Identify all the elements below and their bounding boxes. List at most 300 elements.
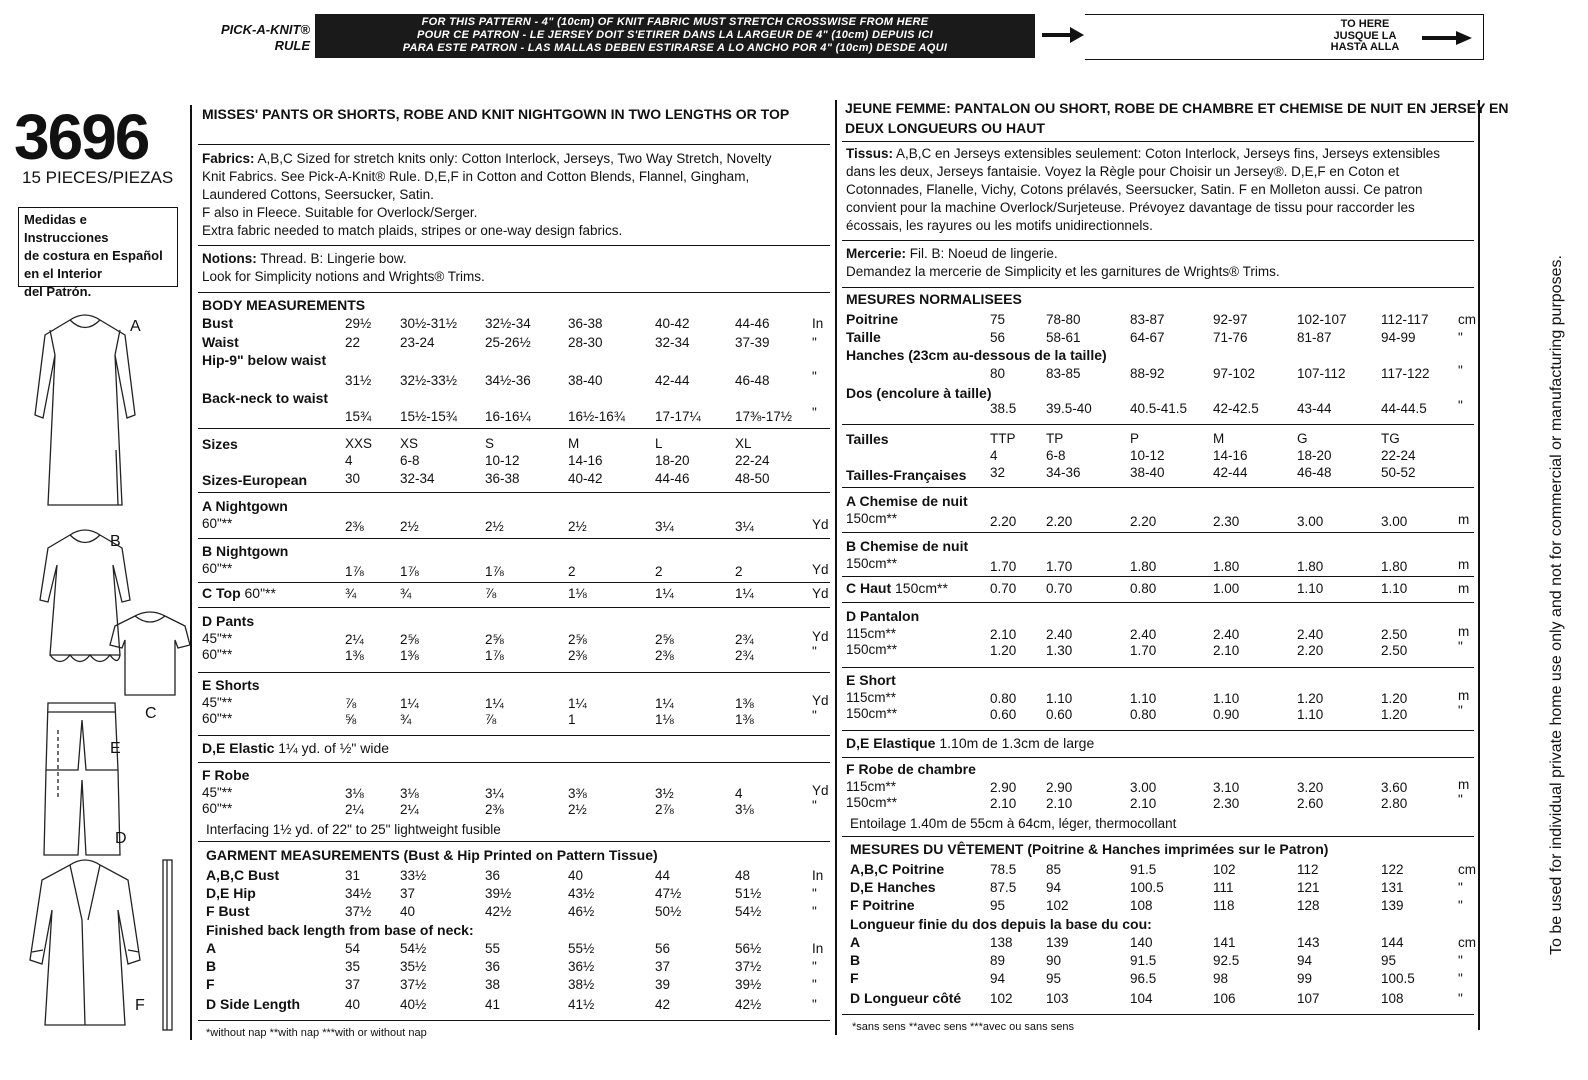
taille-number: 18-20	[1297, 448, 1332, 463]
divider	[842, 836, 1474, 837]
f-robe-row-width: 45"**	[202, 785, 233, 800]
garment-hip-row-value: 43½	[568, 886, 595, 901]
hip-row-label: Hip-9" below waist	[202, 352, 327, 368]
tailles-fr-label: Tailles-Françaises	[846, 467, 967, 483]
garment-fbust-row-unit: "	[812, 904, 817, 919]
d-pants-row-value: 2⅝	[655, 632, 674, 647]
garment-poitrine-row-value: 78.5	[990, 862, 1017, 877]
f-robe-chambre-row-value: 2.90	[1046, 780, 1073, 795]
notions-line	[202, 250, 407, 268]
f-robe-row-label: F Robe	[202, 767, 250, 783]
c-top-row-value: 1¼	[655, 586, 674, 601]
e-shorts-row-unit: Yd	[812, 693, 829, 708]
f-robe-chambre-row-value: 3.00	[1130, 780, 1157, 795]
longueur-cote-row-unit: "	[1458, 991, 1463, 1006]
finished-a-row-value: 54½	[400, 941, 427, 956]
b-chemise-row-value: 1.70	[1046, 559, 1073, 574]
e-short-row-width: 115cm**	[846, 690, 897, 705]
sizes-eu-row-value: 40-42	[568, 471, 603, 486]
size-number: 6-8	[400, 453, 420, 468]
d-pantalon-row-value: 1.20	[990, 643, 1017, 658]
f-robe-row-value: 2⅞	[655, 802, 674, 817]
e-shorts-row-width: 45"**	[202, 695, 233, 710]
f-robe-row-value: 3⅜	[568, 786, 587, 801]
d-pantalon-row-value: 2.40	[1297, 627, 1324, 642]
sizes-eu-label: Sizes-European	[202, 472, 308, 488]
size-code: XL	[735, 436, 752, 451]
size-code: XXS	[345, 436, 373, 451]
d-pants-row-value: 2¾	[735, 648, 754, 663]
back-row-value: 17-17¼	[655, 409, 701, 424]
tissus-line: dans les deux, Jerseys fantaisie. Voyez la Règle pour Choisir un Jersey®. D,E,F en Coton et	[846, 164, 1400, 179]
b-nightgown-row-value: 2	[568, 564, 576, 579]
c-top-row-value: ¾	[345, 586, 357, 601]
garment-hip-row-unit: "	[812, 886, 817, 901]
garment-poitrine-row-value: 122	[1381, 862, 1404, 877]
finished-b-row-value: 36	[485, 959, 501, 974]
e-short-row-value: 1.10	[1213, 691, 1240, 706]
divider	[198, 735, 830, 736]
hanches-row-value: 80	[990, 366, 1006, 381]
french-title-line1: JEUNE FEMME: PANTALON OU SHORT, ROBE DE CHAMBRE ET CHEMISE DE NUIT EN JERSEY EN	[845, 100, 1509, 116]
view-f-belt-drawing	[163, 860, 172, 1030]
b-chemise-row-label: B Chemise de nuit	[846, 538, 969, 554]
a-chemise-row-value: 2.20	[990, 514, 1017, 529]
divider	[842, 602, 1474, 603]
garment-fbust-row-label: F Bust	[206, 903, 250, 919]
c-haut-row-value: 1.10	[1297, 581, 1324, 596]
a-nightgown-row-value: 3¼	[735, 519, 754, 534]
size-number: 10-12	[485, 453, 520, 468]
d-pants-row-value: 1⅜	[400, 648, 419, 663]
hanches-row-label: Hanches (23cm au-dessous de la taille)	[846, 347, 1107, 363]
f-robe-chambre-row-value: 3.20	[1297, 780, 1324, 795]
tissus-line	[846, 145, 1440, 163]
view-c-top-drawing	[110, 612, 190, 695]
dos-row-value: 43-44	[1297, 401, 1332, 416]
garment-bust-row-unit: In	[812, 868, 824, 883]
poitrine-row-value: 75	[990, 312, 1006, 327]
b-nightgown-row-width: 60"**	[202, 561, 233, 576]
finished-f-row-value: 37	[345, 977, 361, 992]
a-chemise-row-value: 3.00	[1297, 514, 1324, 529]
finished-f-row-unit: "	[812, 977, 817, 992]
e-short-row-value: 1.20	[1381, 707, 1408, 722]
d-pants-row-value: 2⅜	[568, 648, 587, 663]
divider	[842, 287, 1474, 288]
poitrine-row-label: Poitrine	[846, 311, 899, 327]
side-length-row-label: D Side Length	[206, 996, 301, 1012]
hip-row-value: 42-44	[655, 373, 690, 388]
garment-hanches-row-value: 121	[1297, 880, 1320, 895]
garment-fbust-row-value: 40	[400, 904, 416, 919]
finished-a-row-unit: In	[812, 941, 824, 956]
garment-hip-row-value: 47½	[655, 886, 682, 901]
e-shorts-row-label: E Shorts	[202, 677, 260, 693]
a-chemise-row-value: 2.30	[1213, 514, 1240, 529]
back-row-value: 15¾	[345, 409, 372, 424]
e-short-row-value: 0.90	[1213, 707, 1240, 722]
e-shorts-row-value: 1⅜	[735, 696, 754, 711]
finished-b-row-value: 35	[345, 959, 361, 974]
f-robe-chambre-row-value: 2.10	[1046, 796, 1073, 811]
waist-row-unit: "	[812, 335, 817, 350]
band-line-en: FOR THIS PATTERN - 4" (10cm) OF KNIT FABRIC MUST STRETCH CROSSWISE FROM HERE	[421, 16, 929, 28]
c-top-row-value: ¾	[400, 586, 412, 601]
end-line-es: HASTA ALLA	[1330, 41, 1400, 53]
elastique-text: 1.10m de 1.3cm de large	[935, 735, 1095, 751]
garment-fpoitrine-row-value: 102	[1046, 898, 1069, 913]
d-pants-row-value: 1⅞	[485, 648, 504, 663]
poitrine-row-value: 78-80	[1046, 312, 1081, 327]
divider	[842, 240, 1474, 241]
d-pants-row-unit: Yd	[812, 629, 829, 644]
size-code: L	[655, 436, 663, 451]
a-nightgown-row-value: 2½	[400, 519, 419, 534]
waist-row-value: 32-34	[655, 335, 690, 350]
taille-code: TP	[1046, 431, 1064, 446]
divider	[198, 292, 830, 293]
garment-bust-row-value: 48	[735, 868, 751, 883]
divider	[842, 576, 1474, 577]
e-short-row-value: 1.20	[1381, 691, 1408, 706]
c-top-row-width: 60"**	[240, 585, 276, 601]
f-robe-row-value: 2¼	[345, 802, 364, 817]
e-short-row-value: 1.10	[1046, 691, 1073, 706]
notions-label: Notions:	[202, 251, 257, 266]
bust-row-value: 32½-34	[485, 316, 531, 331]
d-pants-row-unit: "	[812, 644, 817, 659]
d-pantalon-row-unit: m	[1458, 624, 1470, 639]
c-haut-row-value: 0.80	[1130, 581, 1157, 596]
finished-f-row-value: 96.5	[1130, 971, 1157, 986]
back-row-value: 15½-15¾	[400, 409, 458, 424]
fabrics-line: Knit Fabrics. See Pick-A-Knit® Rule. D,E,F in Cotton and Cotton Blends, Flannel, Gingham,	[202, 169, 750, 184]
finished-b-row-value: 91.5	[1130, 953, 1157, 968]
finished-f-row-unit: "	[1458, 971, 1463, 986]
fabrics-line: Extra fabric needed to match plaids, stripes or one-way design fabrics.	[202, 223, 623, 238]
garment-hip-row-value: 51½	[735, 886, 762, 901]
d-pantalon-row-value: 2.40	[1130, 627, 1157, 642]
taille-row-unit: "	[1458, 330, 1463, 345]
c-haut-row-unit: m	[1458, 581, 1470, 596]
d-pants-row-value: 2⅝	[400, 632, 419, 647]
hip-row-value: 32½-33½	[400, 373, 458, 388]
garment-fpoitrine-row-value: 139	[1381, 898, 1404, 913]
back-row-value: 16½-16¾	[568, 409, 626, 424]
view-letter-a: A	[130, 318, 141, 335]
bust-row-value: 44-46	[735, 316, 770, 331]
d-pants-row-value: 1⅜	[345, 648, 364, 663]
back-row-value: 17⅜-17½	[735, 409, 793, 424]
garment-fbust-row-value: 37½	[345, 904, 372, 919]
right-arrow-icon	[1040, 24, 1086, 46]
longueur-cote-row-value: 107	[1297, 991, 1320, 1006]
taille-code: TTP	[990, 431, 1016, 446]
garment-bust-row-value: 40	[568, 868, 584, 883]
f-robe-chambre-row-value: 2.10	[990, 796, 1017, 811]
f-robe-row-value: 2⅜	[485, 802, 504, 817]
c-haut-row-width: 150cm**	[891, 580, 948, 596]
f-robe-row-value: 4	[735, 786, 743, 801]
tailles-fr-row-value: 34-36	[1046, 465, 1081, 480]
e-shorts-row-value: 1⅛	[655, 712, 674, 727]
d-pants-row-label: D Pants	[202, 613, 255, 629]
c-top-row-value: 1¼	[735, 586, 754, 601]
a-chemise-row-value: 2.20	[1046, 514, 1073, 529]
size-code: XS	[400, 436, 419, 451]
d-pantalon-row-value: 1.30	[1046, 643, 1073, 658]
finished-a-row-value: 144	[1381, 935, 1404, 950]
waist-row-value: 25-26½	[485, 335, 531, 350]
finished-a-row-value: 56½	[735, 941, 762, 956]
e-short-row-value: 0.80	[990, 691, 1017, 706]
b-nightgown-row-value: 2	[735, 564, 743, 579]
bust-row-value: 36-38	[568, 316, 603, 331]
finished-a-row-value: 143	[1297, 935, 1320, 950]
garment-hanches-row-value: 100.5	[1130, 880, 1164, 895]
b-nightgown-row-unit: Yd	[812, 562, 829, 577]
garment-fpoitrine-row-unit: "	[1458, 898, 1463, 913]
french-title-line2: DEUX LONGUEURS OU HAUT	[845, 120, 1045, 136]
pick-a-knit-label-line2: RULE	[274, 38, 310, 53]
f-robe-chambre-row-label: F Robe de chambre	[846, 761, 976, 777]
finished-f-row-value: 99	[1297, 971, 1313, 986]
taille-row-value: 56	[990, 330, 1006, 345]
size-code: S	[485, 436, 495, 451]
taille-code: TG	[1381, 431, 1400, 446]
a-nightgown-row-value: 3¼	[655, 519, 674, 534]
e-short-row-value: 0.80	[1130, 707, 1157, 722]
f-robe-chambre-row-value: 2.80	[1381, 796, 1408, 811]
hanches-row-value: 107-112	[1297, 366, 1346, 381]
garment-hip-row-value: 39½	[485, 886, 512, 901]
usage-restriction-note: To be used for individual private home use only and not for commercial or manufacturing purposes.	[1548, 255, 1565, 955]
poitrine-row-value: 92-97	[1213, 312, 1248, 327]
elastic-text: 1¼ yd. of ½" wide	[274, 740, 390, 756]
a-chemise-row-value: 3.00	[1381, 514, 1408, 529]
finished-b-row-value: 94	[1297, 953, 1313, 968]
f-robe-row-value: 3⅛	[400, 786, 419, 801]
d-pantalon-row-value: 2.40	[1046, 627, 1073, 642]
side-length-row-unit: "	[812, 997, 817, 1012]
a-nightgown-row-unit: Yd	[812, 517, 829, 532]
spanish-note-line: del Patrón.	[24, 284, 92, 299]
finished-length-heading: Finished back length from base of neck:	[206, 922, 474, 938]
b-chemise-row-value: 1.80	[1130, 559, 1157, 574]
garment-hanches-row-label: D,E Hanches	[850, 879, 936, 895]
f-robe-row-value: 2½	[568, 802, 587, 817]
mercerie-line: Demandez la mercerie de Simplicity et les garnitures de Wrights® Trims.	[846, 264, 1280, 279]
garment-fpoitrine-row-label: F Poitrine	[850, 897, 915, 913]
mesures-vetement-heading: MESURES DU VÊTEMENT (Poitrine & Hanches imprimées sur le Patron)	[850, 841, 1329, 857]
hanches-row-value: 97-102	[1213, 366, 1256, 381]
f-robe-row-value: 3⅛	[735, 802, 754, 817]
c-top-row-value: 1⅛	[568, 586, 587, 601]
view-f-robe-drawing	[30, 860, 140, 1025]
d-pants-row-value: 2¼	[345, 632, 364, 647]
garment-fbust-row-value: 50½	[655, 904, 682, 919]
garment-bust-row-value: 31	[345, 868, 361, 883]
taille-code: G	[1297, 431, 1308, 446]
waist-row-value: 22	[345, 335, 361, 350]
finished-f-row-value: 100.5	[1381, 971, 1415, 986]
tailles-fr-row-value: 50-52	[1381, 465, 1416, 480]
d-pants-row-width: 60"**	[202, 647, 233, 662]
garment-fpoitrine-row-value: 128	[1297, 898, 1320, 913]
side-length-row-value: 41	[485, 997, 501, 1012]
pattern-number: 3696	[14, 101, 149, 173]
finished-a-row-value: 141	[1213, 935, 1236, 950]
e-shorts-row-width: 60"**	[202, 711, 233, 726]
finished-f-row-value: 94	[990, 971, 1006, 986]
e-shorts-row-value: 1	[568, 712, 576, 727]
mercerie-text: Fil. B: Noeud de lingerie.	[906, 246, 1058, 261]
garment-bust-row-value: 44	[655, 868, 671, 883]
sizes-eu-row-value: 32-34	[400, 471, 435, 486]
d-pantalon-row-value: 2.10	[1213, 643, 1240, 658]
divider	[842, 1014, 1474, 1015]
view-a-nightgown-drawing	[35, 315, 135, 505]
divider	[198, 607, 830, 608]
finished-a-row-value: 55½	[568, 941, 595, 956]
hanches-row-value: 117-122	[1381, 366, 1430, 381]
tissus-line: convient pour la machine Overlock/Surjeteuse. Prévoyez davantage de tissu pour raccorder les	[846, 200, 1415, 215]
b-nightgown-row-value: 2	[655, 564, 663, 579]
garment-hip-row-label: D,E Hip	[206, 885, 256, 901]
pick-a-knit-band	[315, 14, 1035, 58]
d-pantalon-row-value: 2.20	[1297, 643, 1324, 658]
a-nightgown-row-value: 2½	[485, 519, 504, 534]
e-shorts-row-value: 1¼	[568, 696, 587, 711]
e-shorts-row-value: ⅝	[345, 712, 357, 727]
e-shorts-row-unit: "	[812, 708, 817, 723]
a-nightgown-row-label: A Nightgown	[202, 498, 288, 514]
bust-row-value: 29½	[345, 316, 372, 331]
divider	[842, 730, 1474, 731]
garment-fbust-row-value: 54½	[735, 904, 762, 919]
e-shorts-row-value: 1¼	[485, 696, 504, 711]
f-robe-chambre-row-unit: "	[1458, 792, 1463, 807]
divider	[198, 428, 830, 429]
entoilage-row: Entoilage 1.40m de 55cm à 64cm, léger, thermocollant	[850, 816, 1177, 831]
f-robe-chambre-row-width: 115cm**	[846, 779, 897, 794]
d-pants-row-value: 2⅝	[485, 632, 504, 647]
finished-b-row-value: 92.5	[1213, 953, 1240, 968]
dos-row-value: 39.5-40	[1046, 401, 1092, 416]
garment-hanches-row-value: 131	[1381, 880, 1404, 895]
garment-poitrine-row-value: 112	[1297, 862, 1319, 877]
hip-row-value: 38-40	[568, 373, 603, 388]
divider	[842, 141, 1474, 142]
tissus-line: Cotonnades, Flanelle, Vichy, Cotons prélavés, Seersucker, Satin. F en Molleton aussi. Ce patron	[846, 182, 1423, 197]
finished-b-row-label: B	[206, 958, 217, 974]
size-number: 22-24	[735, 453, 770, 468]
tissus-label: Tissus:	[846, 146, 894, 161]
garment-bust-row-value: 36	[485, 868, 501, 883]
divider	[842, 532, 1474, 533]
spanish-instructions-note	[18, 207, 178, 299]
longueur-finie-heading: Longueur finie du dos depuis la base du cou:	[850, 916, 1152, 932]
e-short-row-value: 0.60	[990, 707, 1017, 722]
right-arrow-icon	[1420, 28, 1474, 48]
pick-a-knit-label	[200, 22, 310, 54]
f-robe-row-value: 3¼	[485, 786, 504, 801]
b-nightgown-row-value: 1⅞	[485, 564, 504, 579]
finished-b-row-value: 95	[1381, 953, 1397, 968]
finished-a-row-value: 138	[990, 935, 1013, 950]
f-robe-row-value: 3⅛	[345, 786, 364, 801]
taille-code: M	[1213, 431, 1225, 446]
view-letter-d: D	[115, 830, 127, 847]
b-chemise-row-value: 1.80	[1381, 559, 1408, 574]
taille-number: 10-12	[1130, 448, 1165, 463]
column-divider-left	[190, 105, 192, 1040]
hip-row-value: 34½-36	[485, 373, 531, 388]
garment-hanches-row-value: 111	[1213, 880, 1234, 895]
back-row-value: 16-16¼	[485, 409, 531, 424]
e-short-row-value: 1.20	[1297, 691, 1324, 706]
finished-f-row-value: 39½	[735, 977, 762, 992]
finished-f-row-value: 38	[485, 977, 501, 992]
view-letter-b: B	[110, 533, 121, 550]
elastic-label: D,E Elastic	[202, 740, 275, 756]
dos-row-value: 44-44.5	[1381, 401, 1427, 416]
view-e-shorts-drawing	[46, 703, 118, 770]
poitrine-row-unit: cm	[1458, 312, 1476, 327]
poitrine-row-value: 83-87	[1130, 312, 1165, 327]
finished-a-row-value: 139	[1046, 935, 1069, 950]
end-line-en: TO HERE	[1340, 18, 1390, 30]
f-robe-chambre-row-unit: m	[1458, 777, 1470, 792]
d-pants-row-value: 2⅝	[568, 632, 587, 647]
taille-row-label: Taille	[846, 329, 881, 345]
divider	[198, 245, 830, 246]
divider	[198, 762, 830, 763]
f-robe-row-unit: Yd	[812, 783, 829, 798]
column-divider-middle	[835, 100, 837, 1035]
c-haut-row-value: 0.70	[990, 581, 1017, 596]
f-robe-chambre-row-value: 3.60	[1381, 780, 1408, 795]
tailles-label: Tailles	[846, 431, 889, 447]
d-pantalon-row-label: D Pantalon	[846, 608, 920, 624]
fabrics-line	[202, 150, 771, 168]
pick-a-knit-end-text	[1310, 19, 1420, 54]
english-footnote: *without nap **with nap ***with or without nap	[206, 1027, 427, 1039]
taille-number: 4	[990, 448, 998, 463]
hip-row-value: 46-48	[735, 373, 770, 388]
body-measurements-heading: BODY MEASUREMENTS	[202, 297, 366, 313]
size-code: M	[568, 436, 580, 451]
garment-poitrine-row-value: 91.5	[1130, 862, 1157, 877]
garment-fpoitrine-row-value: 108	[1130, 898, 1153, 913]
back-row-label: Back-neck to waist	[202, 390, 329, 406]
finished-b-row-value: 35½	[400, 959, 427, 974]
c-top-row-unit: Yd	[812, 586, 829, 601]
f-robe-chambre-row-value: 2.10	[1130, 796, 1157, 811]
b-chemise-row-value: 1.80	[1213, 559, 1240, 574]
dos-row-value: 42-42.5	[1213, 401, 1259, 416]
garment-hanches-row-value: 87.5	[990, 880, 1017, 895]
taille-number: 22-24	[1381, 448, 1416, 463]
elastique-label: D,E Elastique	[846, 735, 936, 751]
hanches-row-value: 88-92	[1130, 366, 1165, 381]
c-haut-row-value: 0.70	[1046, 581, 1073, 596]
view-letter-e: E	[110, 740, 121, 757]
e-shorts-row-value: 1¼	[655, 696, 674, 711]
taille-row-value: 81-87	[1297, 330, 1332, 345]
e-short-row-width: 150cm**	[846, 706, 898, 721]
